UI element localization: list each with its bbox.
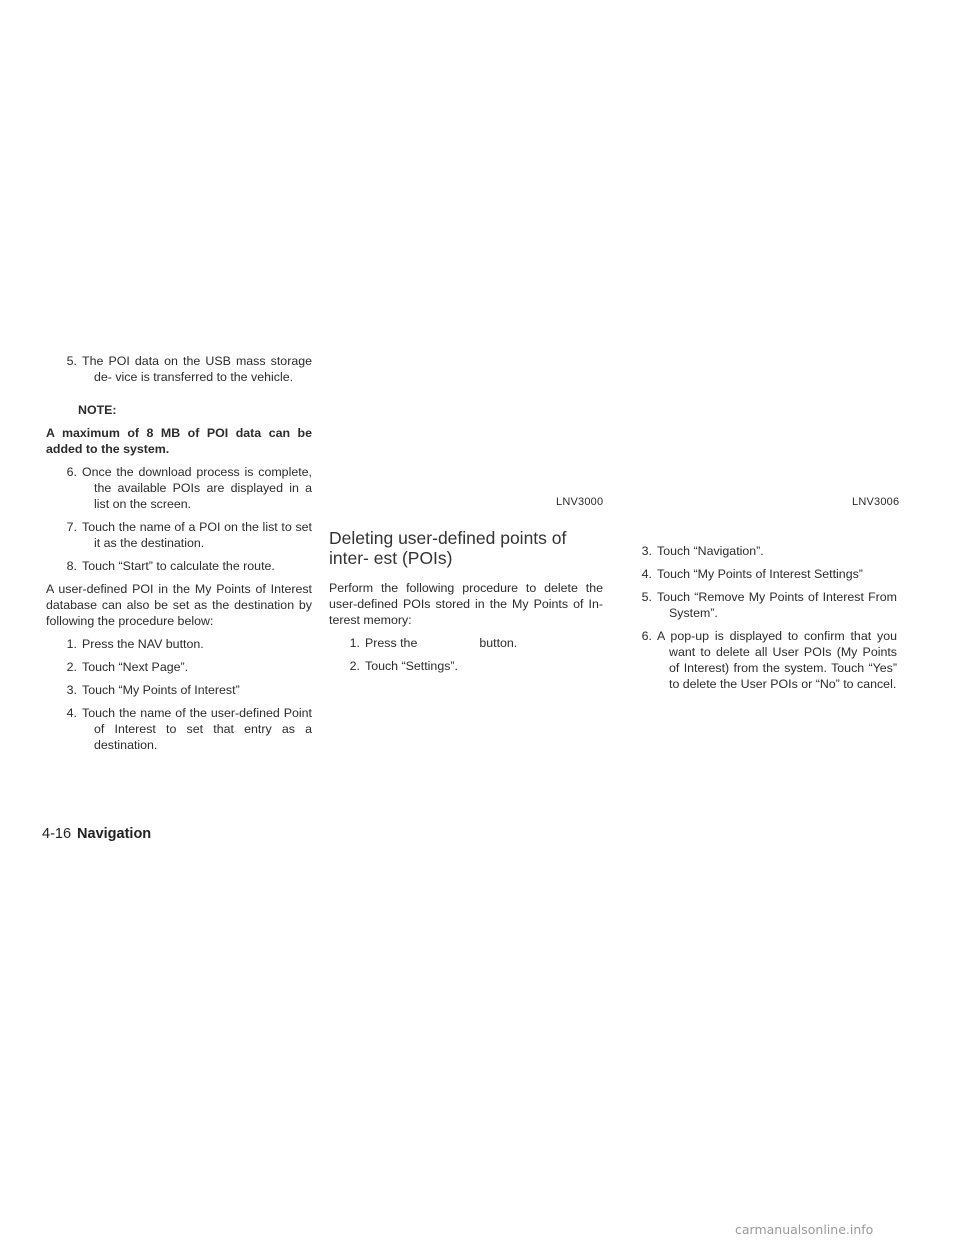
step-text: A pop-up is displayed to confirm that you want to delete all User POIs (My Points of Interest) from the system. Touch “Yes” to delete the User POIs or “No” to cancel.	[657, 629, 897, 691]
step-number: 5.	[66, 354, 77, 368]
list-item	[329, 658, 603, 674]
list-item	[621, 543, 897, 559]
step-text: Touch “Remove My Points of Interest From System”.	[657, 590, 897, 620]
step-number: 6.	[66, 465, 77, 479]
column-left	[46, 353, 312, 760]
column-middle	[329, 528, 603, 681]
note-label: NOTE:	[78, 403, 117, 417]
step-number: 5.	[641, 590, 652, 604]
step-number: 3.	[641, 544, 652, 558]
intro-paragraph: Perform the following procedure to delete the user-defined POIs stored in the My Points of In- terest memory:	[329, 581, 603, 627]
list-item	[46, 682, 312, 698]
step-text: Touch “Start” to calculate the route.	[82, 559, 275, 573]
step-6	[46, 464, 312, 512]
section-heading: Deleting user-defined points of inter- est (POIs)	[329, 528, 567, 568]
step-number: 1.	[66, 637, 77, 651]
step-number: 1.	[349, 636, 360, 650]
step-number: 2.	[66, 660, 77, 674]
step-text: Once the download process is complete, the available POIs are displayed in a list on the screen.	[82, 465, 312, 511]
step-7	[46, 519, 312, 551]
page-number: 4-16	[42, 826, 72, 842]
list-item	[621, 628, 897, 692]
figure-code-2: LNV3006	[852, 496, 900, 508]
step-text: Touch the name of the user-defined Point of Interest to set that entry as a destination.	[82, 706, 312, 752]
step-5	[46, 353, 312, 385]
step-text: Touch “Next Page”.	[82, 660, 189, 674]
intro-paragraph: A user-defined POI in the My Points of Interest database can also be set as the destination by following the procedure below:	[46, 582, 312, 628]
step-text: Touch “Navigation”.	[657, 544, 764, 558]
step-number: 7.	[66, 520, 77, 534]
step-text	[365, 635, 603, 651]
step-number: 6.	[641, 629, 652, 643]
step-text: Touch “My Points of Interest”	[82, 683, 240, 697]
step-number: 4.	[66, 706, 77, 720]
step-text: The POI data on the USB mass storage de- vice is transferred to the vehicle.	[82, 354, 312, 384]
note-body: A maximum of 8 MB of POI data can be added to the system.	[46, 426, 312, 456]
step-text: Touch the name of a POI on the list to set it as the destination.	[82, 520, 312, 550]
step-text: Press the NAV button.	[82, 637, 204, 651]
list-item	[46, 659, 312, 675]
section-name: Navigation	[77, 826, 152, 842]
step-number: 2.	[349, 659, 360, 673]
step-number: 8.	[66, 559, 77, 573]
step-text: Touch “Settings”.	[365, 659, 458, 673]
figure-code-1: LNV3000	[556, 496, 604, 508]
list-item	[621, 566, 897, 582]
step-text: Touch “My Points of Interest Settings”	[657, 567, 863, 581]
page-footer	[42, 826, 151, 842]
list-item	[46, 636, 312, 652]
step-number: 3.	[66, 683, 77, 697]
step-text-after: button.	[479, 636, 518, 650]
list-item	[329, 635, 603, 651]
step-8	[46, 558, 312, 574]
list-item	[46, 705, 312, 753]
list-item	[621, 589, 897, 621]
step-number: 4.	[641, 567, 652, 581]
watermark: carmanualsonline.info	[735, 1222, 874, 1237]
step-text-before: Press the	[365, 636, 418, 650]
column-right	[621, 543, 897, 699]
